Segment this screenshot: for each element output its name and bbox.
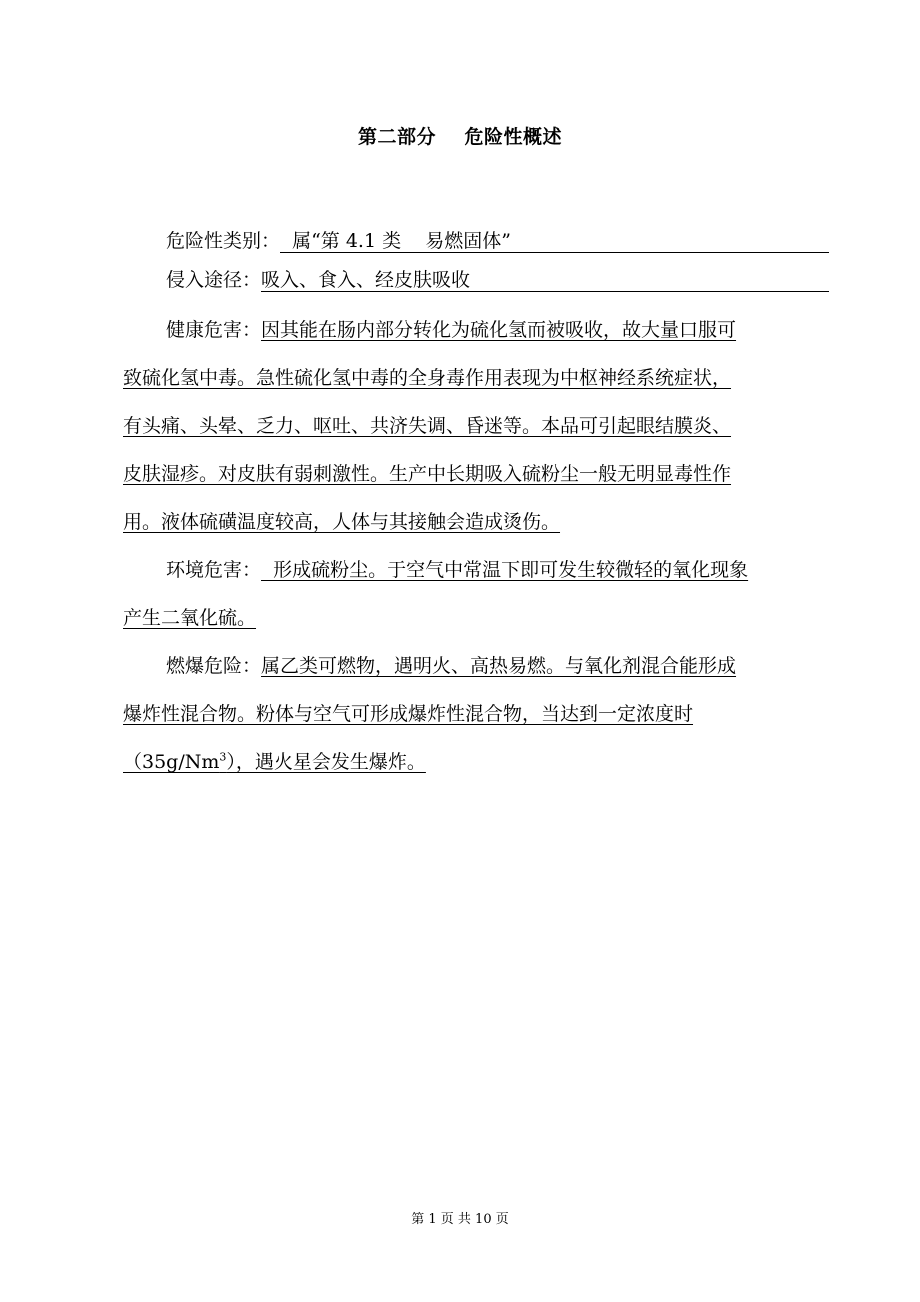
- environment-hazard-line: [123, 594, 829, 642]
- concentration-prefix: （35g/Nm: [123, 751, 220, 773]
- explosion-hazard-line: [123, 642, 829, 690]
- health-hazard-line: [123, 354, 829, 402]
- entry-route-label: 侵入途径：: [166, 269, 262, 291]
- explosion-hazard-text: 属乙类可燃物，遇明火、高热易燃。与氧化剂混合能形成: [261, 655, 737, 677]
- health-hazard-text: 因其能在肠内部分转化为硫化氢而被吸收，故大量口服可: [261, 319, 737, 341]
- environment-hazard-text: 形成硫粉尘。于空气中常温下即可发生较微轻的氧化现象: [261, 559, 749, 581]
- health-hazard-line: [123, 450, 829, 498]
- health-hazard-text: 用。液体硫磺温度较高，人体与其接触会造成烫伤。: [123, 511, 561, 533]
- health-hazard-label: 健康危害：: [166, 319, 262, 341]
- health-hazard-line: [123, 498, 829, 546]
- health-hazard-line: [123, 306, 829, 354]
- entry-route-value: 吸入、食入、经皮肤吸收: [261, 269, 829, 292]
- hazard-category-value: 属“第 4.1 类 易燃固体”: [280, 230, 829, 253]
- health-hazard-section: [123, 306, 829, 546]
- health-hazard-text: 有头痛、头晕、乏力、呕吐、共济失调、昏迷等。本品可引起眼结膜炎、: [123, 415, 732, 437]
- explosion-hazard-line: [123, 738, 829, 786]
- explosion-hazard-section: [123, 642, 829, 786]
- environment-hazard-section: [123, 546, 829, 642]
- explosion-hazard-label: 燃爆危险：: [166, 655, 262, 677]
- health-hazard-text: 致硫化氢中毒。急性硫化氢中毒的全身毒作用表现为中枢神经系统症状，: [123, 367, 732, 389]
- explosion-hazard-text: 爆炸性混合物。粉体与空气可形成爆炸性混合物，当达到一定浓度时: [123, 703, 694, 725]
- environment-hazard-text: 产生二氧化硫。: [123, 607, 257, 629]
- explosion-hazard-line: [123, 690, 829, 738]
- page-footer: 第 1 页 共 10 页: [411, 1212, 509, 1227]
- hazard-category-label: 危险性类别：: [166, 230, 281, 252]
- environment-hazard-label: 环境危害：: [166, 559, 262, 581]
- explosion-hazard-last: [123, 751, 426, 773]
- concentration-suffix: ），遇火星会发生爆炸。: [226, 751, 426, 773]
- health-hazard-line: [123, 402, 829, 450]
- superscript-3: 3: [219, 750, 227, 764]
- page-title: 第二部分 危险性概述: [358, 126, 562, 148]
- entry-route-field: [123, 256, 829, 304]
- environment-hazard-line: [123, 546, 829, 594]
- health-hazard-text: 皮肤湿疹。对皮肤有弱刺激性。生产中长期吸入硫粉尘一般无明显毒性作: [123, 463, 732, 485]
